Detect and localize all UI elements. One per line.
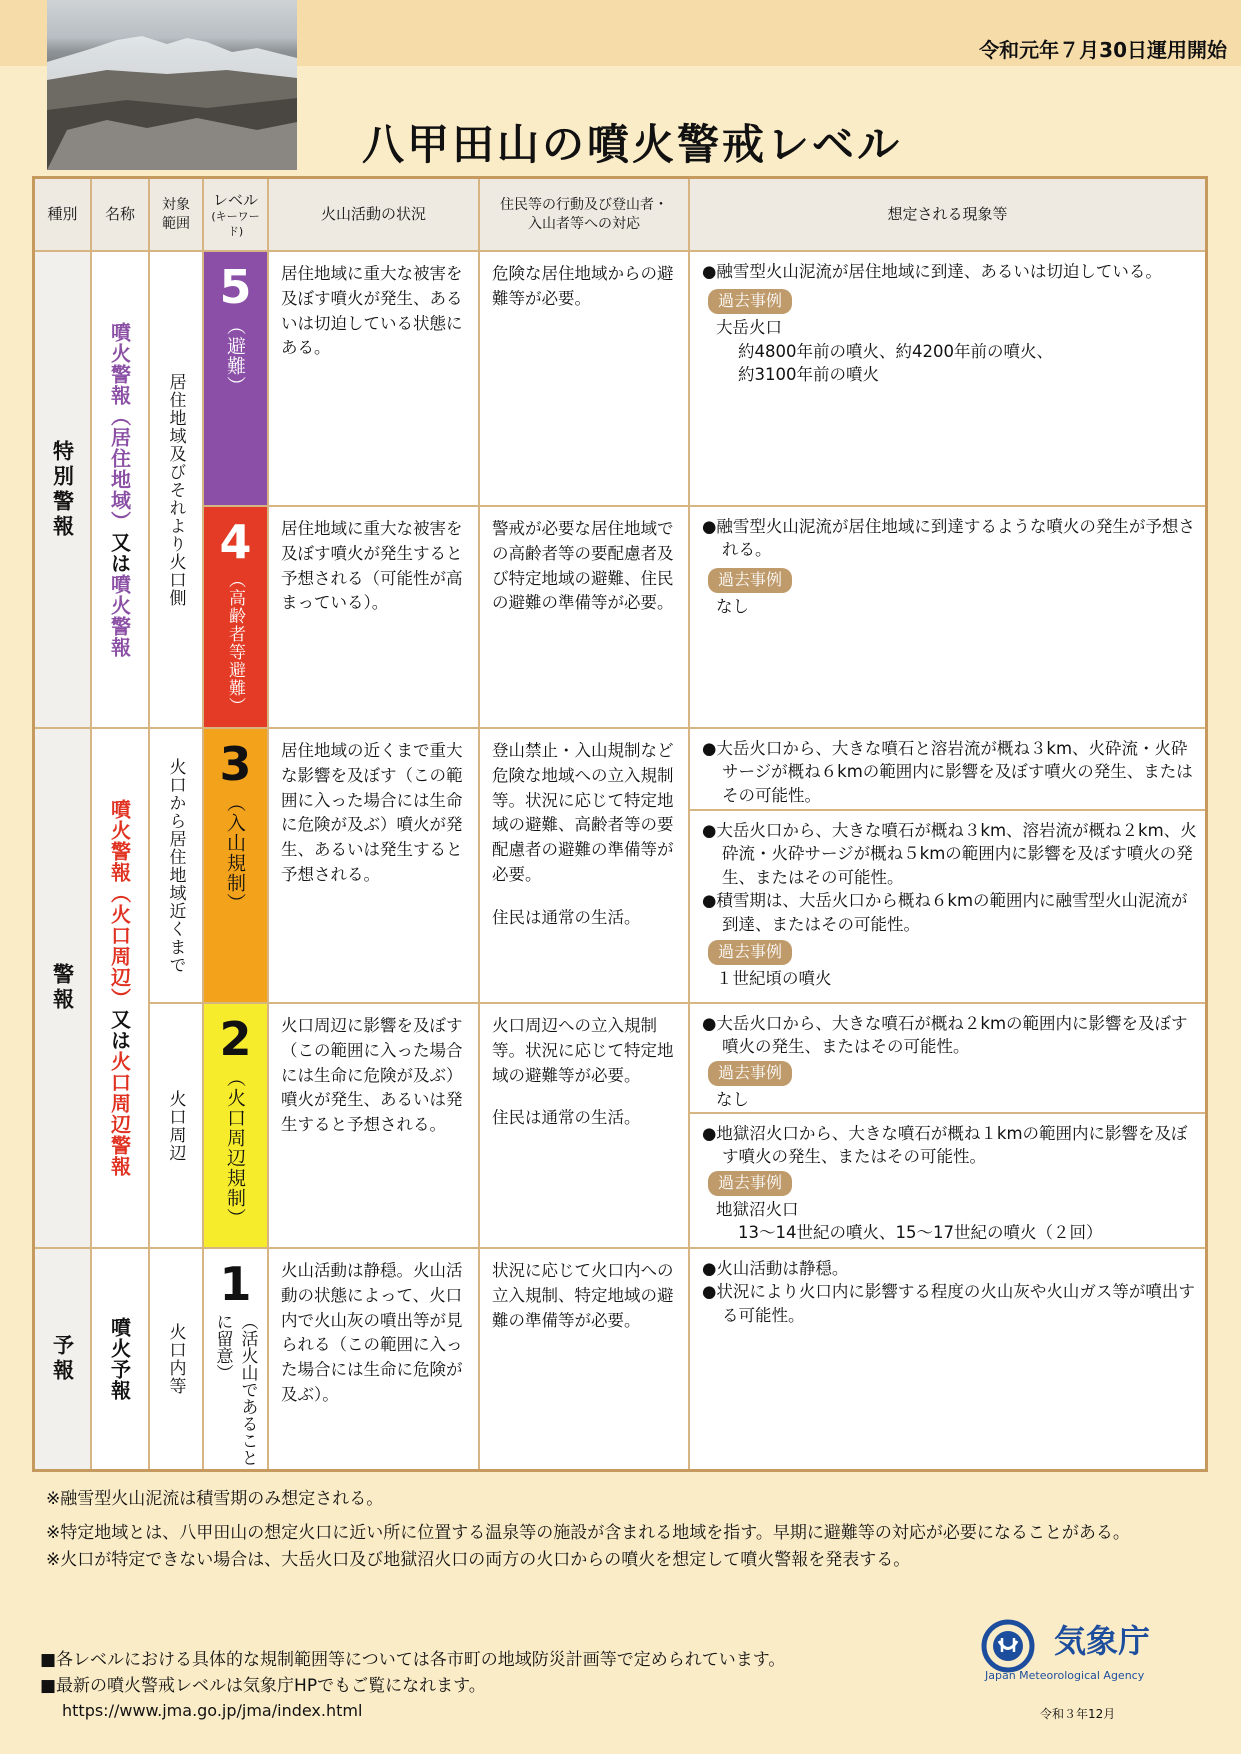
jma-url-link[interactable]: https://www.jma.go.jp/jma/index.html xyxy=(62,1701,363,1720)
level-4-past-tag: 過去事例 xyxy=(708,568,792,593)
level-2-cell xyxy=(204,1004,269,1249)
level-2a-example: なし xyxy=(716,1089,749,1109)
alert-level-table xyxy=(32,176,1208,1472)
level-3-events-b xyxy=(690,811,1205,1004)
level-3-activity: 居住地域の近くまで重大な影響を及ぼす（この範囲に入った場合には生命に危険が及ぶ）噴火が発生、あるいは発生すると予想される。 xyxy=(269,729,480,1004)
kind-warning-label: 警報 xyxy=(50,963,75,1013)
name-warning-c: 火口周辺警報 xyxy=(107,1051,132,1177)
mountain-photo xyxy=(47,0,297,170)
level-2-events-b xyxy=(690,1114,1205,1249)
scope-crater-area-label: 火口周辺 xyxy=(165,1089,186,1162)
level-3-cell xyxy=(204,729,269,1004)
level-5-example-1: 大岳火口 xyxy=(716,318,782,338)
kind-special-label: 特別警報 xyxy=(50,439,75,540)
level-5-example-3: 約3100年前の噴火 xyxy=(738,364,879,384)
header-kind: 種別 xyxy=(35,179,92,252)
footer-line-1: ■各レベルにおける具体的な規制範囲等については各市町の地域防災計画等で定められています。 xyxy=(40,1650,786,1670)
start-date: 令和元年７月30日運用開始 xyxy=(979,38,1227,62)
header-response: 住民等の行動及び登山者・入山者等への対応 xyxy=(480,179,690,252)
level-3-keyword: （入山規制） xyxy=(224,793,246,913)
level-3-response xyxy=(480,729,690,1004)
header-level-sub: (キーワード) xyxy=(211,209,260,238)
level-5-number: 5 xyxy=(219,260,252,314)
level-2a-past-tag: 過去事例 xyxy=(708,1061,792,1086)
header-events: 想定される現象等 xyxy=(690,179,1205,252)
scope-crater-area xyxy=(150,1004,204,1249)
header-level xyxy=(204,179,269,252)
level-1-events xyxy=(690,1249,1205,1469)
level-4-cell xyxy=(204,507,269,729)
level-3a-bullet: ●大岳火口から、大きな噴石と溶岩流が概ね３km、火砕流・火砕サージが概ね６kmの範囲内に影響を及ぼす噴火の発生、またはその可能性。 xyxy=(702,739,1193,805)
level-3-response-main: 登山禁止・入山規制など危険な地域への立入規制等。状況に応じて特定地域の避難、高齢者等の要配慮者の避難の準備等が必要。 xyxy=(492,741,674,884)
agency-name: 気象庁 xyxy=(1054,1622,1151,1660)
note-3: ※火口が特定できない場合は、大岳火口及び地獄沼火口の両方の火口からの噴火を想定して噴火警報を発表する。 xyxy=(46,1549,911,1570)
level-5-activity: 居住地域に重大な被害を及ぼす噴火が発生、あるいは切迫している状態にある。 xyxy=(269,252,480,507)
level-2-activity: 火口周辺に影響を及ぼす（この範囲に入った場合には生命に危険が及ぶ）噴火が発生、あるいは発生すると予想される。 xyxy=(269,1004,480,1249)
notes xyxy=(46,1486,1196,1573)
agency-name-en: Japan Meteorological Agency xyxy=(985,1669,1145,1682)
level-1-bullet-1: ●火山活動は静穏。 xyxy=(702,1259,849,1278)
level-5-events xyxy=(690,252,1205,507)
footer xyxy=(40,1648,785,1723)
scope-near-res xyxy=(150,729,204,1004)
level-2b-example-1: 地獄沼火口 xyxy=(716,1199,799,1219)
name-warning xyxy=(92,729,150,1249)
footer-line-2: ■最新の噴火警戒レベルは気象庁HPでもご覧になれます。 xyxy=(40,1675,486,1696)
scope-near-res-label: 火口から居住地域近くまで xyxy=(165,757,186,974)
name-special-b: 又は xyxy=(107,531,132,574)
name-special-c: 噴火警報 xyxy=(107,573,132,658)
name-warning-a: 噴火警報（火口周辺） xyxy=(107,799,132,1009)
name-forecast xyxy=(92,1249,150,1469)
level-3-events-a xyxy=(690,729,1205,811)
level-5-keyword: （避難） xyxy=(224,316,246,396)
header-level-label: レベル xyxy=(212,190,258,209)
level-4-bullet: ●融雪型火山泥流が居住地域に到達するような噴火の発生が予想される。 xyxy=(702,517,1195,560)
level-2a-bullet: ●大岳火口から、大きな噴石が概ね２kmの範囲内に影響を及ぼす噴火の発生、またはその可能性。 xyxy=(702,1014,1188,1057)
level-4-example: なし xyxy=(716,596,749,616)
level-5-cell xyxy=(204,252,269,507)
level-4-keyword: （高齢者等避難） xyxy=(225,571,245,715)
level-3-number: 3 xyxy=(219,737,252,791)
level-5-example-2: 約4800年前の噴火、約4200年前の噴火、 xyxy=(738,341,1053,361)
note-2: ※特定地域とは、八甲田山の想定火口に近い所に位置する温泉等の施設が含まれる地域を指す。早期に避難等の対応が必要になることがある。 xyxy=(46,1523,1130,1544)
level-2-keyword: （火口周辺規制） xyxy=(224,1068,246,1228)
kind-warning xyxy=(35,729,92,1249)
kind-forecast-label: 予報 xyxy=(50,1334,75,1384)
kind-forecast xyxy=(35,1249,92,1469)
level-1-keyword: （活火山であることに留意） xyxy=(212,1313,258,1466)
scope-crater-in-label: 火口内等 xyxy=(165,1323,186,1395)
level-4-events xyxy=(690,507,1205,729)
level-5-response: 危険な居住地域からの避難等が必要。 xyxy=(480,252,690,507)
kind-special xyxy=(35,252,92,729)
page-title: 八甲田山の噴火警戒レベル xyxy=(362,120,903,169)
level-3b-bullet-1: ●大岳火口から、大きな噴石が概ね３km、溶岩流が概ね２km、火砕流・火砕サージが概ね５kmの範囲内に影響を及ぼす噴火の発生、またはその可能性。 xyxy=(702,821,1197,887)
level-1-bullet-2: ●状況により火口内に影響する程度の火山灰や火山ガス等が噴出する可能性。 xyxy=(702,1282,1195,1325)
level-1-cell xyxy=(204,1249,269,1469)
level-2-response xyxy=(480,1004,690,1249)
level-4-activity: 居住地域に重大な被害を及ぼす噴火が発生すると予想される（可能性が高まっている）。 xyxy=(269,507,480,729)
header-name: 名称 xyxy=(92,179,150,252)
level-2-events-a xyxy=(690,1004,1205,1114)
name-special-a: 噴火警報（居住地域） xyxy=(107,321,132,532)
level-2b-bullet: ●地獄沼火口から、大きな噴石が概ね１kmの範囲内に影響を及ぼす噴火の発生、またはその可能性。 xyxy=(702,1124,1188,1167)
level-2b-example-2: 13～14世紀の噴火、15～17世紀の噴火（２回） xyxy=(738,1222,1103,1242)
level-4-response: 警戒が必要な居住地域での高齢者等の要配慮者及び特定地域の避難、住民の避難の準備等が必要。 xyxy=(480,507,690,729)
name-special xyxy=(92,252,150,729)
level-2-response-residents: 住民は通常の生活。 xyxy=(492,1108,641,1128)
scope-residential xyxy=(150,252,204,729)
header-activity: 火山活動の状況 xyxy=(269,179,480,252)
level-3-past-tag: 過去事例 xyxy=(708,940,792,965)
level-3-example: １世紀頃の噴火 xyxy=(716,968,832,988)
header-scope: 対象範囲 xyxy=(150,179,204,252)
level-1-number: 1 xyxy=(219,1257,252,1311)
level-4-number: 4 xyxy=(219,515,252,569)
level-2-response-main: 火口周辺への立入規制等。状況に応じて特定地域の避難等が必要。 xyxy=(492,1016,674,1085)
level-2b-past-tag: 過去事例 xyxy=(708,1171,792,1196)
name-forecast-label: 噴火予報 xyxy=(107,1317,132,1401)
level-5-past-tag: 過去事例 xyxy=(708,289,792,314)
level-3-response-residents: 住民は通常の生活。 xyxy=(492,907,641,927)
level-1-activity: 火山活動は静穏。火山活動の状態によって、火口内で火山灰の噴出等が見られる（この範囲に入った場合には生命に危険が及ぶ）。 xyxy=(269,1249,480,1469)
scope-crater-in xyxy=(150,1249,204,1469)
level-5-bullet: ●融雪型火山泥流が居住地域に到達、あるいは切迫している。 xyxy=(702,262,1162,281)
level-3b-bullet-2: ●積雪期は、大岳火口から概ね６kmの範囲内に融雪型火山泥流が到達、またはその可能性。 xyxy=(702,891,1188,934)
scope-residential-label: 居住地域及びそれより火口側 xyxy=(165,372,186,607)
level-1-response: 状況に応じて火口内への立入規制、特定地域の避難の準備等が必要。 xyxy=(480,1249,690,1469)
level-2-number: 2 xyxy=(219,1012,252,1066)
note-1: ※融雪型火山泥流は積雪期のみ想定される。 xyxy=(46,1489,384,1509)
revised-date: 令和３年12月 xyxy=(1040,1707,1116,1721)
name-warning-b: 又は xyxy=(107,1009,132,1051)
